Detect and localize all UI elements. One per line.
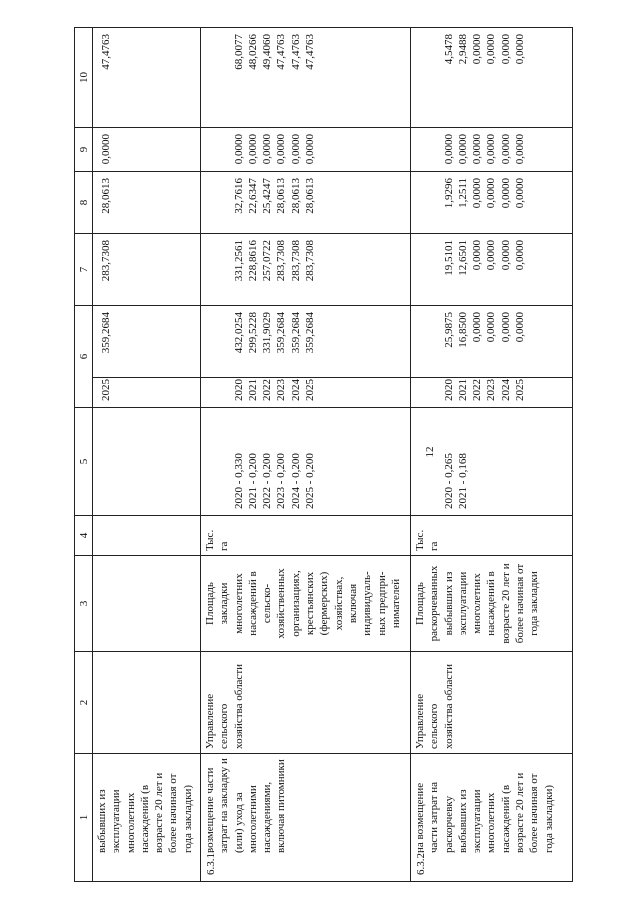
value-cell-10: 68,0077 48,0266 49,4060 47,4763 47,4763 47,4763	[201, 28, 411, 128]
header-row	[75, 28, 93, 882]
value-cell-10: 47,4763	[93, 28, 201, 128]
value-cell-10: 4,5478 2,9488 0,0000 0,0000 0,0000 0,0000	[411, 28, 573, 128]
value-cell-9: 0,0000	[93, 128, 201, 172]
col-header-2: 2	[75, 652, 93, 754]
value-cell-8: 28,0613	[93, 172, 201, 234]
col-header-10: 10	[75, 28, 93, 128]
value-cell-6: 25,9875 16,8500 0,0000 0,0000 0,0000 0,0000	[411, 306, 573, 378]
value-cell-8: 32,7616 22,6347 25,4247 28,0613 28,0613 28,0613	[201, 172, 411, 234]
value-cell-6: 359,2684	[93, 306, 201, 378]
unit-cell: Тыс. га	[411, 516, 573, 556]
row-number: 6.3.1.	[205, 850, 217, 875]
table-row	[93, 28, 201, 882]
indicator-cell	[411, 754, 573, 882]
indicator-cell	[201, 754, 411, 882]
executor-cell: Управление сельского хозяйства области	[411, 652, 573, 754]
table-row	[411, 28, 573, 882]
target-cell: 2020 - 0,330 2021 - 0,200 2022 - 0,200 2023 - 0,200 2024 - 0,200 2025 - 0,200	[201, 408, 411, 516]
value-cell-7: 19,5101 12,6501 0,0000 0,0000 0,0000 0,0000	[411, 234, 573, 306]
indicator-cell	[93, 754, 201, 882]
target-cell: 2020 - 0,265 2021 - 0,168	[411, 408, 573, 516]
col-header-4: 4	[75, 516, 93, 556]
unit-cell: Тыс. га	[201, 516, 411, 556]
measure-cell	[93, 556, 201, 652]
measure-cell: Площадь закладки многолетних насаждений в сельско-хозяйственных организациях, крестьянских (фермерских) хозяйствах, включая индивидуаль-ных предпри-нимателей	[201, 556, 411, 652]
program-table	[74, 27, 573, 882]
value-cell-7: 331,2561 228,8616 257,0722 283,7308 283,7308 283,7308	[201, 234, 411, 306]
col-header-7: 7	[75, 234, 93, 306]
col-header-1: 1	[75, 754, 93, 882]
value-cell-9: 0,0000 0,0000 0,0000 0,0000 0,0000 0,0000	[201, 128, 411, 172]
table-row	[201, 28, 411, 882]
col-header-8: 8	[75, 172, 93, 234]
row-number: 6.3.2.	[415, 850, 427, 875]
col-header-3: 3	[75, 556, 93, 652]
value-cell-8: 1,9296 1,2511 0,0000 0,0000 0,0000 0,0000	[411, 172, 573, 234]
value-cell-7: 283,7308	[93, 234, 201, 306]
executor-cell: Управление сельского хозяйства области	[201, 652, 411, 754]
page-number: 12	[424, 446, 436, 458]
value-cell-6: 432,0254 299,5228 331,9029 359,2684 359,2684 359,2684	[201, 306, 411, 378]
year-cell: 2020 2021 2022 2023 2024 2025	[201, 378, 411, 408]
year-cell: 2025	[93, 378, 201, 408]
measure-cell: Площадь раскорчеванных выбывших из эксплуатации многолетних насаждений в возрасте 20 лет и более начиная от года закладки	[411, 556, 573, 652]
col-header-5: 5	[75, 408, 93, 516]
col-header-6: 6	[75, 306, 93, 408]
col-header-9: 9	[75, 128, 93, 172]
executor-cell	[93, 652, 201, 754]
target-cell	[93, 408, 201, 516]
value-cell-9: 0,0000 0,0000 0,0000 0,0000 0,0000 0,0000	[411, 128, 573, 172]
unit-cell	[93, 516, 201, 556]
rotated-table-container	[74, 28, 615, 882]
indicator-text: выбывших из эксплуатации многолетних насаждений (в возрасте 20 лет и более начиная от года закладки)	[96, 772, 194, 853]
indicator-text: возмещение части затрат на закладку и (или) уход за многолетними насаждениями, включая питомники	[204, 758, 288, 853]
indicator-text: на возмещение части затрат на раскорчевку выбывших из эксплуатации многолетних насаждений (в возрасте 20 лет и более начиная от года закладки)	[414, 772, 555, 853]
year-cell: 2020 2021 2022 2023 2024 2025	[411, 378, 573, 408]
